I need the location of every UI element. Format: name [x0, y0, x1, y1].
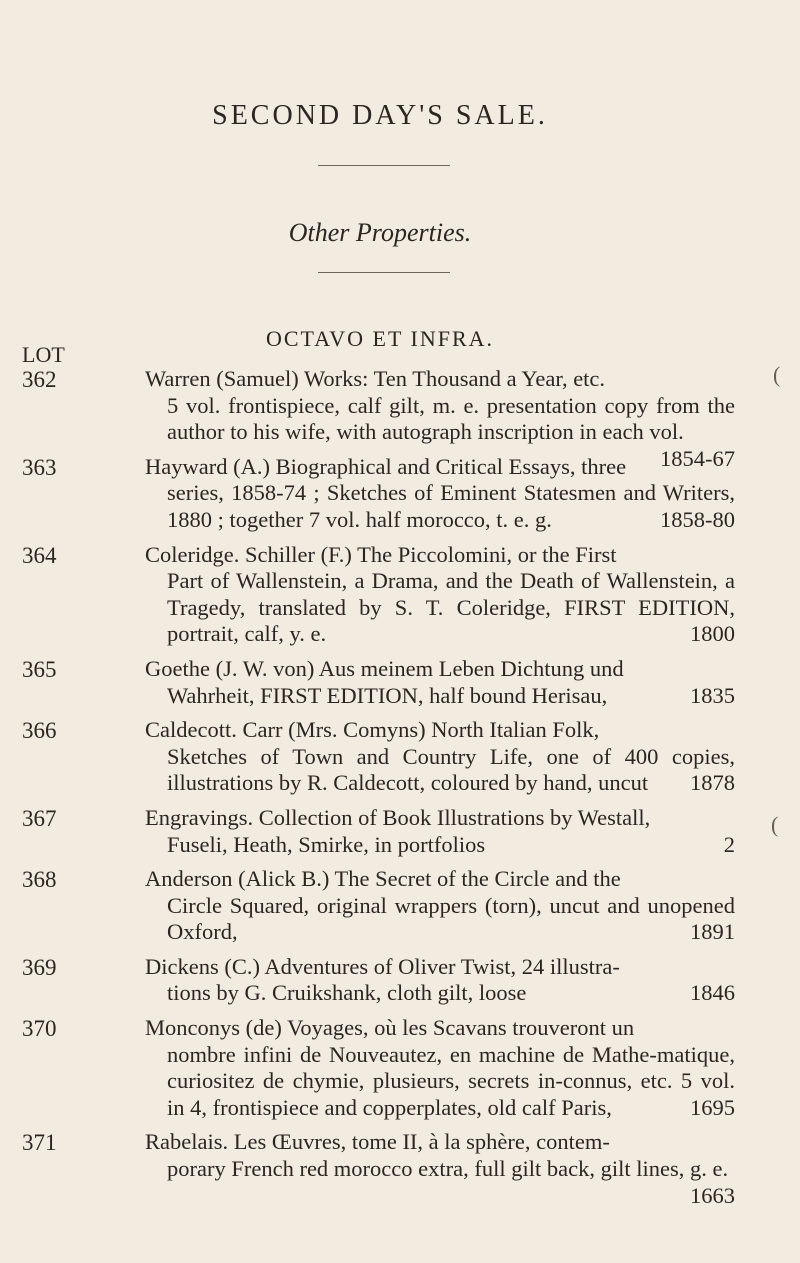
- lot-description: [145, 454, 735, 534]
- page-title: SECOND DAY'S SALE.: [212, 100, 548, 131]
- lot-description: [145, 1129, 735, 1208]
- lot-number: 371: [22, 1130, 57, 1156]
- lot-lead: Coleridge. Schiller (F.) The Piccolomini, or the First: [145, 541, 617, 567]
- lot-entry-364: [0, 542, 800, 648]
- lot-date: 1800: [690, 621, 735, 647]
- lot-entry-370: [0, 1015, 800, 1121]
- lot-entry-367: [0, 805, 800, 858]
- lot-lead: Hayward (A.) Biographical and Critical Essays, three: [145, 453, 627, 479]
- subtitle-divider: [318, 272, 450, 273]
- margin-mark: (: [771, 812, 779, 837]
- lot-number: 367: [22, 805, 57, 831]
- lot-date: 1835: [690, 682, 735, 708]
- subtitle: Other Properties.: [288, 218, 472, 247]
- lot-description: [145, 866, 735, 946]
- lot-description: [145, 656, 735, 709]
- lot-details: Wahrheit, FIRST EDITION, half bound Herisau,: [167, 682, 608, 708]
- lot-details: Fuseli, Heath, Smirke, in portfolios: [167, 831, 486, 857]
- lot-lead: Caldecott. Carr (Mrs. Comyns) North Italian Folk,: [145, 717, 600, 743]
- lot-details: nombre infini de Nouveautez, en machine de Mathe-matique, curiositez de chymie, plusieurs, secrets in-connus, etc. 5 vol. in 4, frontispiece and copperplates, old calf Paris,: [167, 1041, 735, 1120]
- lot-number: 366: [22, 718, 57, 744]
- lot-description: [145, 542, 735, 648]
- lot-details: series, 1858-74 ; Sketches of Eminent Statesmen and Writers, 1880 ; together 7 vol. half morocco, t. e. g.: [167, 480, 735, 532]
- margin-mark: (: [773, 362, 781, 387]
- lot-entry-363: [0, 454, 800, 534]
- lot-date: 1854-67: [660, 445, 735, 471]
- lot-lead: Goethe (J. W. von) Aus meinem Leben Dichtung und: [145, 655, 624, 681]
- lot-details: porary French red morocco extra, full gilt back, gilt lines, g. e.: [167, 1156, 729, 1182]
- lot-list: [0, 358, 800, 1209]
- lot-number: 365: [22, 656, 57, 682]
- lot-entry-369: [0, 954, 800, 1007]
- lot-details: tions by G. Cruikshank, cloth gilt, loose: [167, 980, 527, 1006]
- lot-entry-366: [0, 717, 800, 797]
- lot-details: Part of Wallenstein, a Drama, and the Death of Wallenstein, a Tragedy, translated by S. T. Coleridge, FIRST EDITION, portrait, calf, y. e.: [167, 568, 735, 647]
- lot-lead: Warren (Samuel) Works: Ten Thousand a Year, etc.: [145, 366, 606, 391]
- lot-details: Circle Squared, original wrappers (torn), uncut and unopened Oxford,: [167, 892, 735, 945]
- lot-column-label: LOT: [22, 342, 65, 367]
- lot-number: 370: [22, 1016, 57, 1042]
- lot-number: 364: [22, 542, 57, 568]
- lot-lead: Monconys (de) Voyages, où les Scavans trouveront un: [145, 1015, 635, 1041]
- lot-date: 1878: [690, 770, 735, 796]
- lot-entry-368: [0, 866, 800, 946]
- lot-date: 1663: [690, 1182, 735, 1208]
- lot-date: 2: [723, 831, 735, 857]
- lot-number: 369: [22, 954, 57, 980]
- lot-entry-365: [0, 656, 800, 709]
- lot-date: 1846: [690, 980, 735, 1006]
- lot-description: [145, 1015, 735, 1121]
- lot-entry-371: [0, 1129, 800, 1208]
- lot-date: 1891: [690, 919, 735, 945]
- lot-date: 1695: [690, 1094, 735, 1120]
- lot-date: 1858-80: [660, 506, 735, 532]
- lot-description: [145, 954, 735, 1007]
- lot-lead: Anderson (Alick B.) The Secret of the Circle and the: [145, 866, 621, 892]
- lot-number: 362: [22, 367, 57, 392]
- lot-description: [145, 805, 735, 858]
- lot-lead: Rabelais. Les Œuvres, tome II, à la sphère, contem-: [145, 1129, 610, 1155]
- lot-number: 368: [22, 867, 57, 893]
- lot-details: Sketches of Town and Country Life, one of 400 copies, illustrations by R. Caldecott, coloured by hand, uncut: [167, 743, 735, 796]
- lot-description: [145, 717, 735, 797]
- title-divider: [318, 165, 450, 166]
- lot-details: 5 vol. frontispiece, calf gilt, m. e. presentation copy from the author to his wife, with autograph inscription in each vol.: [167, 392, 735, 445]
- lot-lead: Engravings. Collection of Book Illustrations by Westall,: [145, 804, 651, 830]
- section-heading: OCTAVO ET INFRA.: [265, 326, 495, 351]
- lot-number: 363: [22, 454, 57, 480]
- lot-lead: Dickens (C.) Adventures of Oliver Twist, 24 illustra-: [145, 953, 620, 979]
